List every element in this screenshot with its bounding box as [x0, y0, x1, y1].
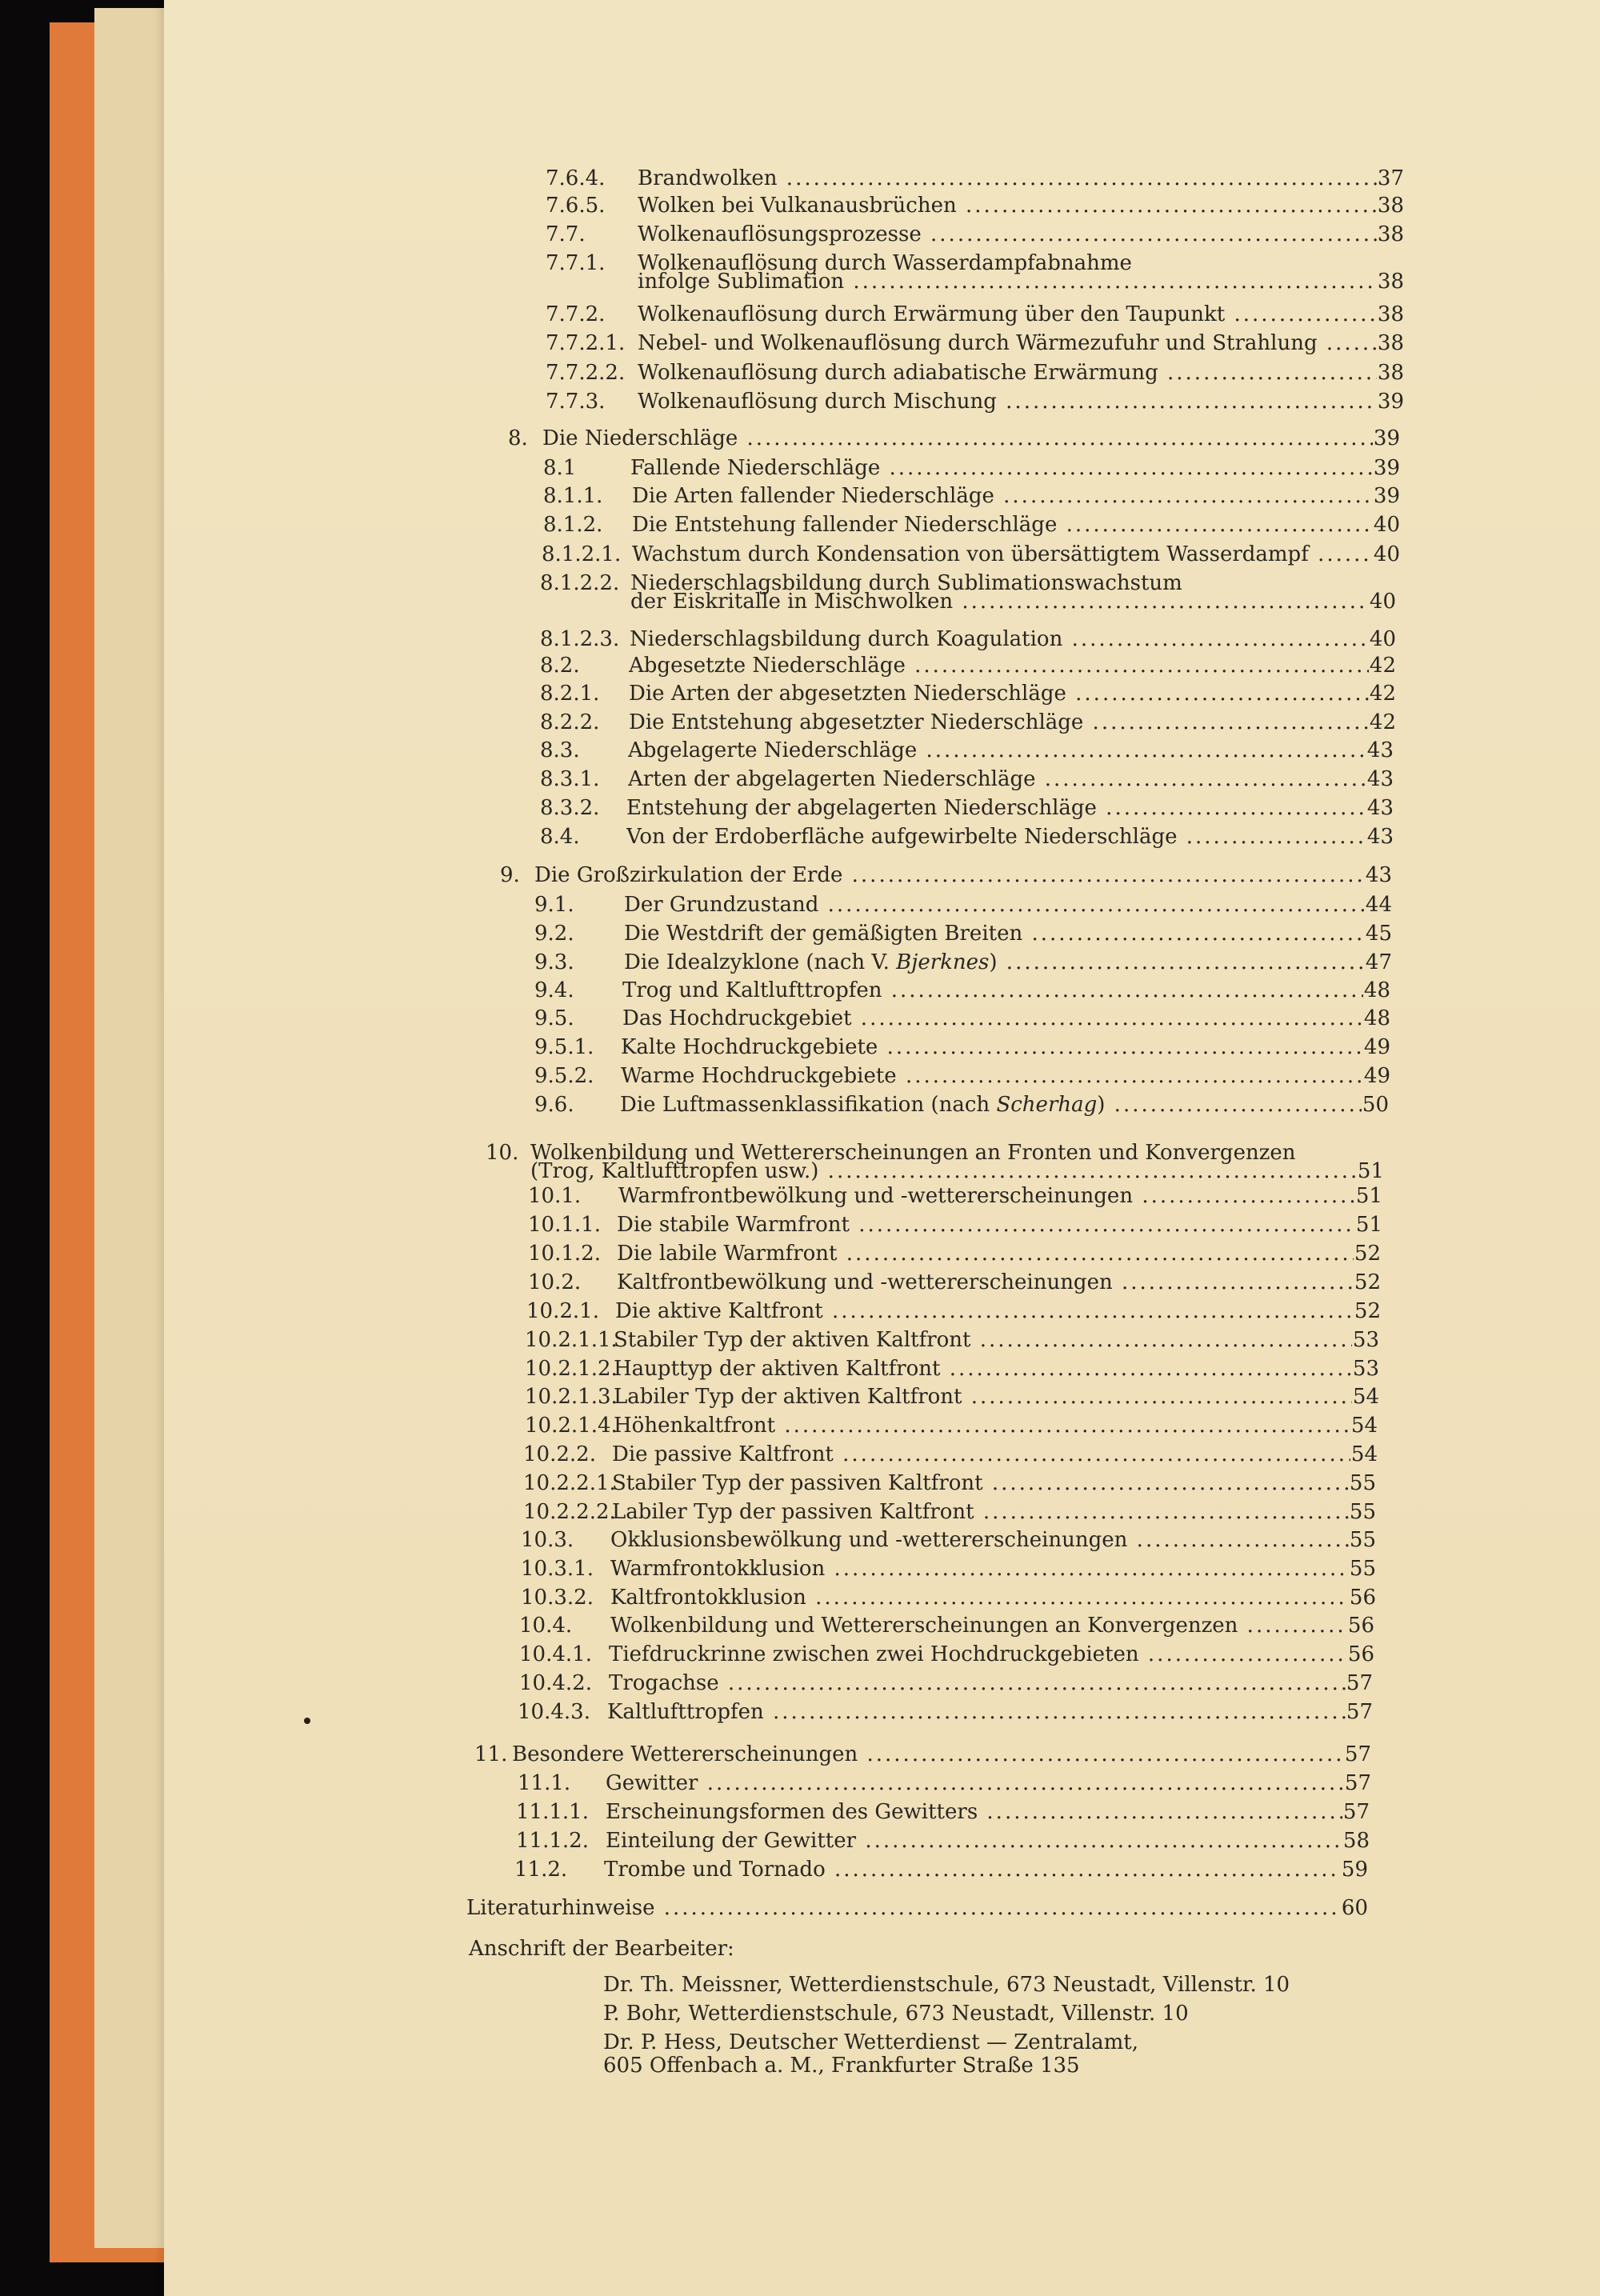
toc-entry[interactable]: [615, 1299, 1381, 1324]
toc-entry-title: Kaltfrontokklusion .....: [610, 1586, 1349, 1610]
toc-entry-title: Labiler Typ der aktiven Kaltfront .....: [614, 1385, 1352, 1410]
toc-entry-title: Warmfrontbewölkung und -wettererscheinungen .....: [618, 1184, 1355, 1209]
toc-entry-page-number: 58: [1342, 1829, 1370, 1853]
toc-entry-author: Bjerknes: [896, 950, 990, 974]
toc-entry-number: 7.7.: [546, 222, 586, 246]
toc-entry-page-number: 56: [1347, 1614, 1374, 1638]
toc-entry[interactable]: [629, 682, 1396, 706]
toc-entry[interactable]: [632, 513, 1400, 538]
toc-entry-title: Gewitter .....: [606, 1771, 1344, 1796]
toc-entry-number: 10.3.1.: [521, 1557, 594, 1581]
toc-entry[interactable]: [610, 1528, 1376, 1553]
toc-entry-number: 9.2.: [534, 922, 574, 946]
toc-entry-number: 9.6.: [534, 1093, 574, 1117]
toc-entry-number: 10.1.: [528, 1184, 582, 1208]
toc-entry-number: 10.2.: [528, 1270, 582, 1294]
toc-entry[interactable]: [614, 1357, 1379, 1382]
toc-entry-title: Stabiler Typ der aktiven Kaltfront .....: [614, 1328, 1352, 1353]
toc-entry-page-number: 55: [1349, 1528, 1376, 1552]
address-line: 605 Offenbach a. M., Frankfurter Straße 135: [603, 2054, 1080, 2078]
toc-entry-page-number: 53: [1352, 1357, 1379, 1381]
toc-entry-page-number: 39: [1377, 390, 1404, 414]
toc-entry-title: Die Idealzyklone (nach V. Bjerknes) .....: [624, 950, 1365, 975]
toc-entry-number: 7.7.3.: [546, 390, 606, 414]
toc-entry-page-number: 39: [1373, 426, 1400, 450]
toc-entry-title: Niederschlagsbildung durch Koagulation .....: [630, 627, 1369, 652]
toc-entry-title: Niederschlagsbildung durch Sublimationswachstum: [630, 571, 1182, 595]
toc-entry-number: 8.1.2.3.: [540, 627, 620, 651]
toc-entry-page-number: 47: [1365, 950, 1392, 974]
toc-entry-page-number: 43: [1366, 738, 1394, 762]
toc-entry-title: Wolkenauflösung durch Wasserdampfabnahme: [638, 251, 1132, 275]
toc-entry-title: Trog und Kaltlufttropfen .....: [622, 978, 1363, 1003]
toc-entry-page-number: 57: [1346, 1671, 1373, 1695]
toc-entry[interactable]: [624, 922, 1392, 946]
toc-entry-page-number: 38: [1377, 302, 1404, 326]
toc-entry-page-number: 54: [1350, 1442, 1378, 1466]
toc-entry-title: Kaltlufttropfen .....: [607, 1700, 1346, 1725]
toc-entry-title: Die labile Warmfront .....: [617, 1242, 1354, 1266]
toc-entry[interactable]: [624, 893, 1392, 918]
toc-entry-title: Wolkenauflösungsprozesse .....: [638, 222, 1377, 247]
toc-entry[interactable]: [512, 1742, 1371, 1767]
toc-entry[interactable]: [606, 1800, 1370, 1825]
toc-entry-title: Kalte Hochdruckgebiete .....: [621, 1035, 1363, 1060]
toc-entry[interactable]: [617, 1242, 1381, 1266]
toc-entry-page-number: 48: [1363, 978, 1390, 1002]
toc-entry-number: 10.2.1.1.: [525, 1328, 618, 1352]
toc-entry[interactable]: [638, 194, 1404, 218]
toc-entry[interactable]: [630, 456, 1400, 481]
toc-entry-number: 10.3.: [521, 1528, 574, 1552]
toc-entry-number: 10.2.2.: [523, 1442, 596, 1466]
toc-entry-number: 8.1: [543, 456, 577, 480]
toc-entry-number: 8.1.2.: [543, 513, 603, 537]
toc-entry-page-number: 60: [1341, 1896, 1368, 1920]
toc-entry[interactable]: [530, 1141, 1384, 1186]
toc-entry[interactable]: [638, 222, 1404, 247]
toc-entry-page-number: 54: [1352, 1385, 1379, 1409]
toc-entry-number: 9.5.: [534, 1006, 574, 1030]
toc-entry-title: Wolkenauflösung durch Mischung .....: [638, 390, 1377, 414]
toc-entry[interactable]: [638, 390, 1404, 414]
toc-entry-number: 11.1.1.: [516, 1800, 589, 1824]
toc-entry[interactable]: [617, 1213, 1382, 1238]
toc-entry-title: Besondere Wettererscheinungen .....: [512, 1742, 1344, 1767]
toc-entry-number: 7.7.2.2.: [546, 361, 626, 385]
toc-entry-title: Haupttyp der aktiven Kaltfront .....: [614, 1357, 1352, 1382]
toc-entry-page-number: 38: [1377, 270, 1404, 294]
address-heading: Anschrift der Bearbeiter:: [469, 1937, 734, 1961]
toc-entry-number: 8.1.2.1.: [542, 542, 622, 566]
toc-entry-page-number: 40: [1373, 542, 1400, 566]
toc-entry-number: 9.: [500, 863, 520, 887]
toc-entry[interactable]: [638, 361, 1404, 386]
toc-entry-title: Warme Hochdruckgebiete .....: [621, 1064, 1363, 1089]
toc-entry-number: 9.3.: [534, 950, 574, 974]
toc-entry-page-number: 55: [1349, 1500, 1376, 1524]
toc-entry-title: Erscheinungsformen des Gewitters .....: [606, 1800, 1342, 1825]
toc-entry-title: Literaturhinweise .....: [466, 1896, 1341, 1921]
toc-entry[interactable]: [612, 1500, 1376, 1525]
toc-entry[interactable]: [638, 166, 1404, 191]
address-line: Dr. Th. Meissner, Wetterdienstschule, 673 Neustadt, Villenstr. 10: [603, 1973, 1290, 1997]
toc-entry-title-continued: infolge Sublimation .....: [638, 270, 1377, 294]
toc-entry-page-number: 43: [1365, 863, 1392, 887]
toc-entry-page-number: 54: [1350, 1414, 1378, 1438]
toc-entry[interactable]: [638, 302, 1404, 327]
toc-entry[interactable]: [630, 571, 1396, 616]
toc-entry-page-number: 51: [1355, 1213, 1382, 1237]
toc-entry-title: Die Westdrift der gemäßigten Breiten .....: [624, 922, 1365, 946]
toc-entry-title: Arten der abgelagerten Niederschläge .....: [628, 767, 1366, 792]
toc-entry-number: 9.5.2.: [534, 1064, 594, 1088]
toc-entry-page-number: 57: [1342, 1800, 1370, 1824]
toc-entry-number: 11.1.: [518, 1771, 571, 1795]
toc-entry-page-number: 38: [1377, 331, 1404, 355]
toc-entry[interactable]: [621, 1035, 1390, 1060]
toc-entry-number: 7.7.2.1.: [546, 331, 626, 355]
toc-entry-page-number: 40: [1369, 627, 1396, 651]
toc-entry-page-number: 55: [1349, 1471, 1376, 1495]
toc-entry-page-number: 57: [1346, 1700, 1373, 1724]
toc-entry-page-number: 40: [1369, 590, 1396, 614]
toc-entry[interactable]: [612, 1471, 1376, 1496]
toc-entry[interactable]: [632, 542, 1400, 567]
toc-entry-page-number: 48: [1363, 1006, 1390, 1030]
toc-entry[interactable]: [628, 767, 1394, 792]
toc-entry-title: Fallende Niederschläge .....: [630, 456, 1373, 481]
toc-entry-title: Kaltfrontbewölkung und -wettererscheinungen .....: [617, 1270, 1354, 1295]
toc-entry[interactable]: [534, 863, 1392, 888]
toc-entry-page-number: 49: [1363, 1035, 1390, 1059]
toc-entry-number: 7.6.5.: [546, 194, 606, 218]
toc-entry-page-number: 43: [1366, 796, 1394, 820]
toc-entry-title: Die Arten fallender Niederschläge .....: [632, 484, 1373, 509]
toc-entry-page-number: 56: [1349, 1586, 1376, 1610]
toc-entry-number: 8.4.: [540, 825, 580, 849]
toc-entry-number: 7.6.4.: [546, 166, 606, 190]
toc-entry-number: 10.2.1.: [526, 1299, 599, 1323]
toc-entry[interactable]: [466, 1896, 1368, 1921]
toc-entry-title-continued: (Trog, Kaltlufttropfen usw.) .....: [530, 1159, 1357, 1184]
toc-entry-number: 10.2.1.2.: [525, 1357, 618, 1381]
toc-entry-page-number: 42: [1369, 682, 1396, 706]
toc-entry-title: Höhenkaltfront .....: [614, 1414, 1350, 1438]
toc-entry-number: 8.3.: [540, 738, 580, 762]
toc-entry[interactable]: [542, 426, 1400, 451]
address-line: Dr. P. Hess, Deutscher Wetterdienst — Zentralamt,: [603, 2030, 1139, 2054]
toc-entry-number: 7.7.2.: [546, 302, 606, 326]
toc-entry-author: Scherhag: [996, 1093, 1098, 1117]
toc-entry-title: Von der Erdoberfläche aufgewirbelte Niederschläge .....: [626, 825, 1366, 850]
toc-entry-title: Die stabile Warmfront .....: [617, 1213, 1355, 1238]
toc-entry[interactable]: [638, 331, 1404, 356]
toc-entry[interactable]: [618, 1184, 1382, 1209]
toc-entry-number: 9.5.1.: [534, 1035, 594, 1059]
toc-entry-title: Nebel- und Wolkenauflösung durch Wärmezufuhr und Strahlung .....: [638, 331, 1377, 356]
toc-entry[interactable]: [607, 1700, 1373, 1725]
toc-entry-number: 8.3.1.: [540, 767, 600, 791]
toc-entry-title: Wolkenauflösung durch adiabatische Erwärmung .....: [638, 361, 1377, 386]
toc-entry[interactable]: [624, 950, 1392, 975]
toc-entry-page-number: 43: [1366, 767, 1394, 791]
toc-entry-title: Das Hochdruckgebiet .....: [622, 1006, 1363, 1031]
toc-entry-number: 8.2.2.: [540, 710, 600, 734]
toc-entry-number: 8.3.2.: [540, 796, 600, 820]
toc-entry-page-number: 56: [1347, 1642, 1374, 1666]
toc-entry-number: 10.4.: [519, 1614, 573, 1638]
toc-entry-number: 11.1.2.: [516, 1829, 589, 1853]
toc-entry-number: 8.: [508, 426, 528, 450]
toc-entry-page-number: 37: [1377, 166, 1404, 190]
toc-entry-title: Warmfrontokklusion .....: [610, 1557, 1349, 1582]
toc-entry[interactable]: [610, 1586, 1376, 1610]
toc-entry[interactable]: [632, 484, 1400, 509]
toc-entry-number: 11.2.: [514, 1858, 568, 1882]
toc-entry-number: 9.1.: [534, 893, 574, 917]
toc-entry-title: Trogachse .....: [609, 1671, 1346, 1696]
toc-entry-number: 10.3.2.: [521, 1586, 594, 1610]
toc-entry[interactable]: [620, 1093, 1389, 1118]
toc-entry-page-number: 55: [1349, 1557, 1376, 1581]
toc-entry-title: Brandwolken .....: [638, 166, 1377, 191]
toc-entry-title: Tiefdruckrinne zwischen zwei Hochdruckgebieten .....: [609, 1642, 1347, 1667]
toc-entry-page-number: 53: [1352, 1328, 1379, 1352]
toc-entry-page-number: 45: [1365, 922, 1392, 946]
toc-entry-page-number: 39: [1373, 484, 1400, 508]
toc-entry-page-number: 40: [1373, 513, 1400, 537]
toc-entry-number: 10.2.2.1.: [523, 1471, 616, 1495]
toc-entry-number: 10.2.2.2.: [523, 1500, 616, 1524]
toc-entry-page-number: 42: [1369, 654, 1396, 678]
toc-entry[interactable]: [606, 1771, 1371, 1796]
toc-entry-title: Die Niederschläge .....: [542, 426, 1373, 451]
toc-entry[interactable]: [614, 1414, 1378, 1438]
toc-entry-title: Wolkenauflösung durch Erwärmung über den Taupunkt .....: [638, 302, 1377, 327]
toc-entry-page-number: 43: [1366, 825, 1394, 849]
toc-entry-number: 10.1.1.: [528, 1213, 601, 1237]
toc-entry-page-number: 59: [1341, 1858, 1368, 1882]
toc-entry-title: Abgelagerte Niederschläge .....: [628, 738, 1366, 763]
toc-entry-number: 10.4.2.: [519, 1671, 592, 1695]
toc-entry[interactable]: [630, 627, 1396, 652]
toc-entry-title: Die aktive Kaltfront .....: [615, 1299, 1354, 1324]
toc-entry[interactable]: [617, 1270, 1381, 1295]
toc-entry-number: 10.: [486, 1141, 519, 1165]
toc-entry-title: Entstehung der abgelagerten Niederschläge .....: [626, 796, 1366, 821]
toc-entry-title: Der Grundzustand .....: [624, 893, 1365, 918]
toc-entry[interactable]: [614, 1328, 1379, 1353]
toc-entry-title: Wachstum durch Kondensation von übersättigtem Wasserdampf .....: [632, 542, 1373, 567]
toc-entry-title: Die Großzirkulation der Erde .....: [534, 863, 1365, 888]
toc-entry-number: 8.2.: [540, 654, 580, 678]
toc-entry-page-number: 42: [1369, 710, 1396, 734]
toc-entry-number: 10.4.1.: [519, 1642, 592, 1666]
toc-entry[interactable]: [626, 796, 1394, 821]
toc-entry[interactable]: [621, 1064, 1390, 1089]
toc-entry-page-number: 52: [1354, 1299, 1381, 1323]
toc-entry[interactable]: [609, 1642, 1374, 1667]
toc-entry[interactable]: [622, 978, 1390, 1003]
toc-entry[interactable]: [629, 654, 1396, 678]
toc-entry-number: 10.2.1.3.: [525, 1385, 618, 1409]
toc-entry-title: Die Entstehung fallender Niederschläge .....: [632, 513, 1373, 538]
toc-entry[interactable]: [626, 825, 1394, 850]
toc-entry[interactable]: [614, 1385, 1379, 1410]
toc-entry-page-number: 57: [1344, 1742, 1371, 1766]
toc-entry-page-number: 38: [1377, 222, 1404, 246]
toc-entry[interactable]: [622, 1006, 1390, 1031]
toc-entry-number: 10.2.1.4.: [525, 1414, 618, 1438]
toc-entry-page-number: 39: [1373, 456, 1400, 480]
toc-entry[interactable]: [609, 1671, 1373, 1696]
toc-entry-title-continued: der Eiskritalle in Mischwolken .....: [630, 590, 1369, 614]
toc-entry-title: Trombe und Tornado .....: [604, 1858, 1341, 1882]
toc-entry[interactable]: [610, 1614, 1374, 1638]
toc-entry[interactable]: [628, 738, 1394, 763]
toc-entry[interactable]: [638, 251, 1404, 296]
toc-entry-title: Die Luftmassenklassifikation (nach Scherhag) .....: [620, 1093, 1362, 1118]
toc-entry-page-number: 38: [1377, 361, 1404, 385]
toc-entry-page-number: 50: [1362, 1093, 1389, 1117]
toc-entry-title: Die Entstehung abgesetzter Niederschläge .....: [629, 710, 1369, 735]
toc-entry-number: 11.: [474, 1742, 508, 1766]
toc-entry-page-number: 52: [1354, 1270, 1381, 1294]
toc-entry-page-number: 57: [1344, 1771, 1371, 1795]
toc-entry[interactable]: [604, 1858, 1368, 1882]
toc-entry[interactable]: [606, 1829, 1370, 1854]
toc-entry-title: Labiler Typ der passiven Kaltfront .....: [612, 1500, 1349, 1525]
address-line: P. Bohr, Wetterdienstschule, 673 Neustadt, Villenstr. 10: [603, 2002, 1189, 2026]
toc-entry-page-number: 49: [1363, 1064, 1390, 1088]
toc-entry-number: 8.2.1.: [540, 682, 600, 706]
toc-entry-title: Wolkenbildung und Wettererscheinungen an Konvergenzen .....: [610, 1614, 1347, 1638]
toc-entry[interactable]: [612, 1442, 1378, 1467]
toc-entry-number: 8.1.2.2.: [540, 571, 620, 595]
toc-entry-title: Einteilung der Gewitter .....: [606, 1829, 1342, 1854]
toc-entry-title: Okklusionsbewölkung und -wettererscheinungen .....: [610, 1528, 1349, 1553]
toc-entry-page-number: 52: [1354, 1242, 1381, 1266]
toc-entry-title: Wolken bei Vulkanausbrüchen .....: [638, 194, 1377, 218]
toc-entry-page-number: 51: [1357, 1159, 1384, 1183]
toc-entry-title: Stabiler Typ der passiven Kaltfront .....: [612, 1471, 1349, 1496]
toc-entry-title: Wolkenbildung und Wettererscheinungen an Fronten und Konvergenzen: [530, 1141, 1296, 1165]
toc-entry[interactable]: [629, 710, 1396, 735]
toc-entry-number: 9.4.: [534, 978, 574, 1002]
toc-entry-number: 10.1.2.: [528, 1242, 601, 1266]
toc-entry[interactable]: [610, 1557, 1376, 1582]
toc-entry-number: 10.4.3.: [518, 1700, 590, 1724]
toc-entry-number: 8.1.1.: [543, 484, 603, 508]
toc-entry-title: Abgesetzte Niederschläge .....: [629, 654, 1369, 678]
toc-entry-page-number: 51: [1355, 1184, 1382, 1208]
toc-entry-title: Die passive Kaltfront .....: [612, 1442, 1350, 1467]
toc-entry-number: 7.7.1.: [546, 251, 606, 275]
toc-entry-title: Die Arten der abgesetzten Niederschläge .....: [629, 682, 1369, 706]
toc-entry-page-number: 44: [1365, 893, 1392, 917]
toc-entry-page-number: 38: [1377, 194, 1404, 218]
